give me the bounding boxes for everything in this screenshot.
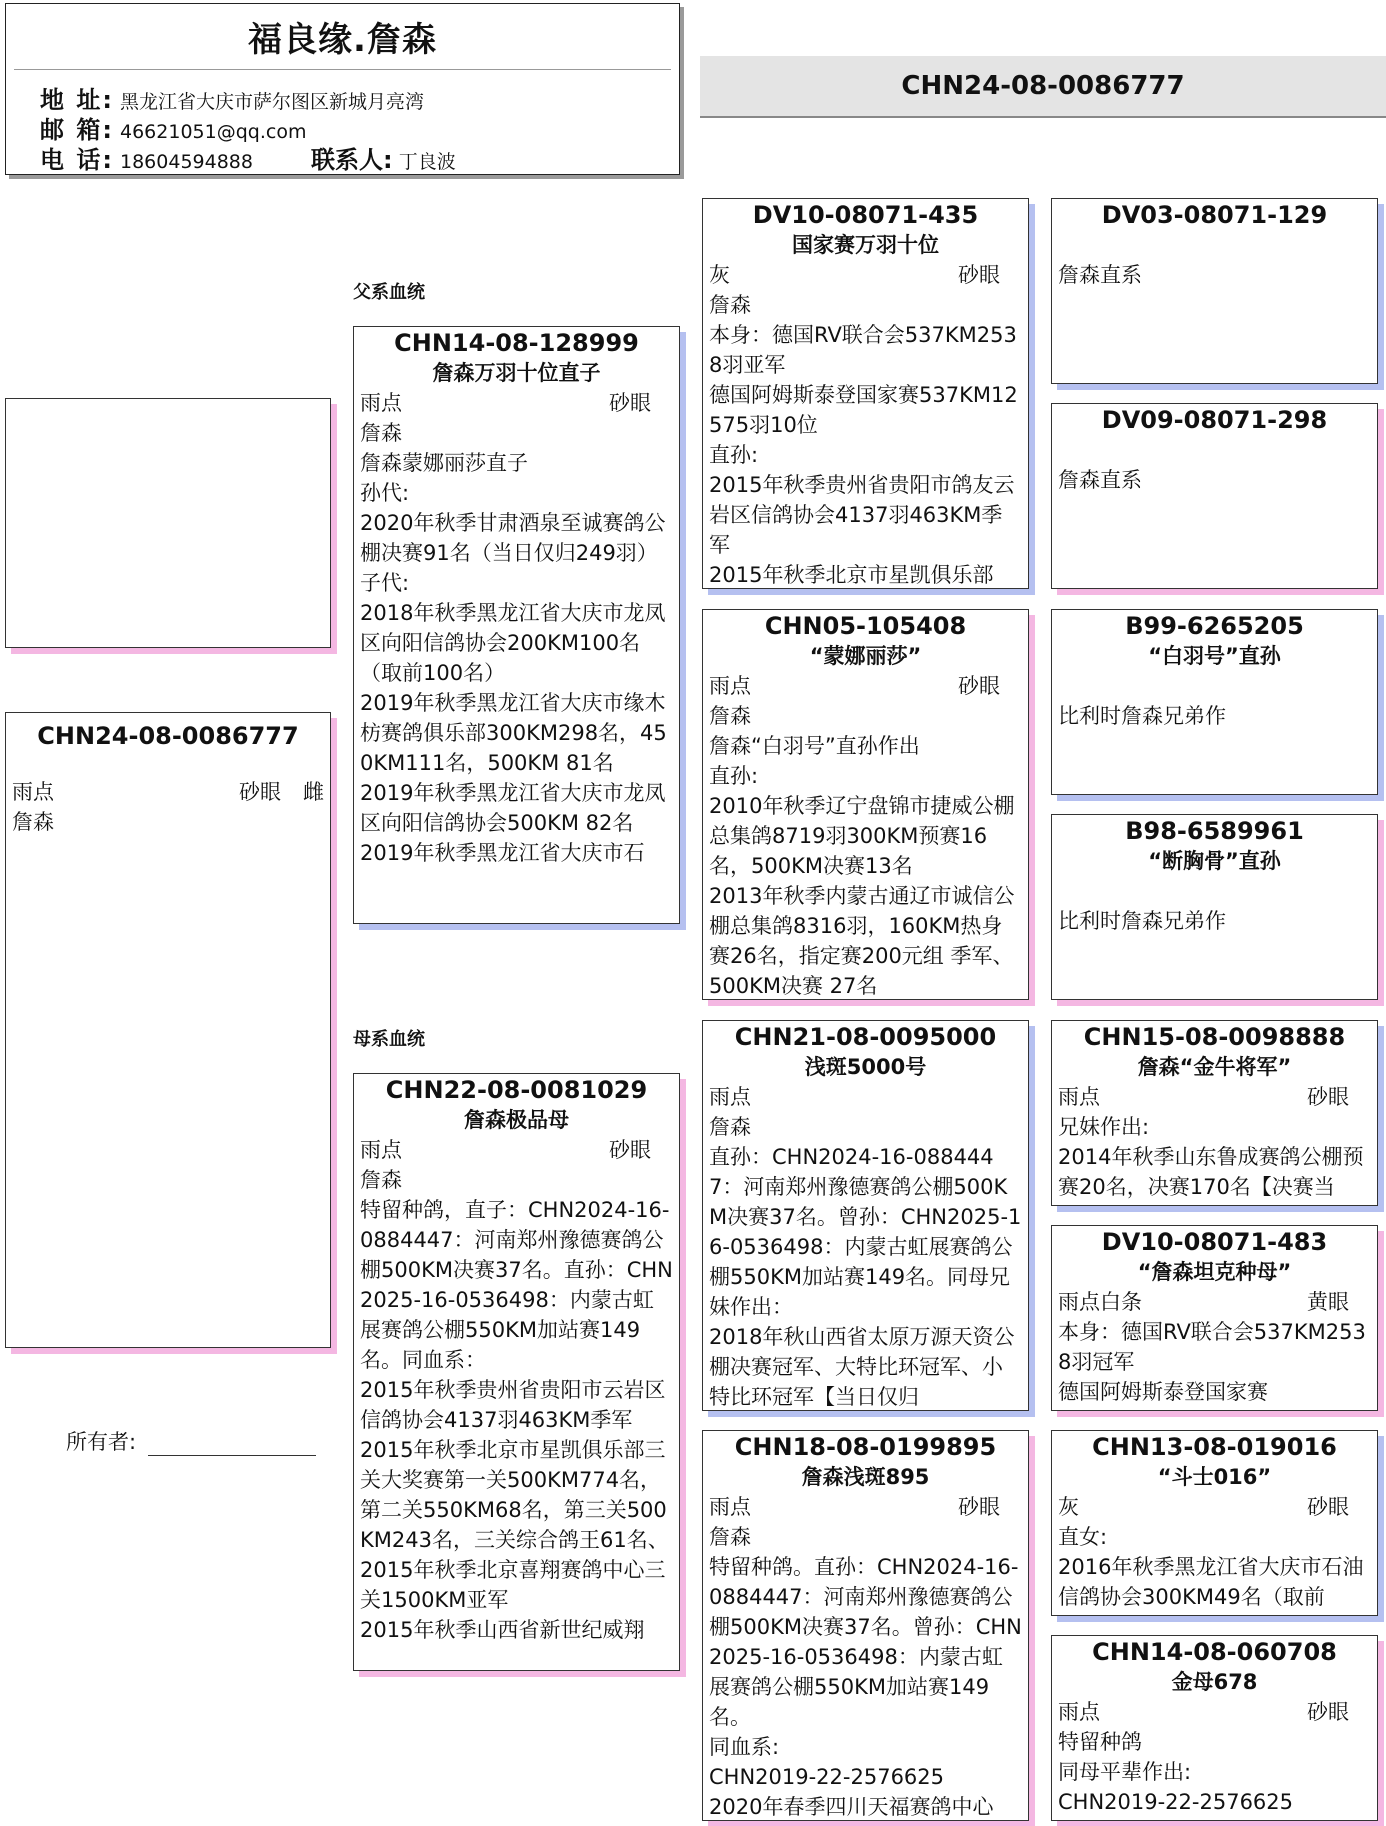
phone-line xyxy=(40,140,456,175)
dam-dam-color: 雨点 xyxy=(709,1495,751,1519)
owner-signature-line[interactable] xyxy=(148,1433,316,1456)
gg3-name: “白羽号”直孙 xyxy=(1148,644,1281,668)
sire-traits xyxy=(354,388,679,418)
subject-sex: 雌 xyxy=(303,780,324,804)
gg2-ring: DV09-08071-298 xyxy=(1101,406,1328,434)
sire-sire-ring: DV10-08071-435 xyxy=(752,201,979,229)
gg8-ring: CHN14-08-060708 xyxy=(1092,1638,1337,1666)
phone-label: 电 话: xyxy=(40,146,114,174)
great-grandparent-card-6 xyxy=(1051,1225,1378,1411)
dam-dam-ring: CHN18-08-0199895 xyxy=(734,1433,997,1461)
gg7-details: 直女: 2016年秋季黑龙江省大庆市石油信鸽协会300KM49名（取前 xyxy=(1058,1525,1364,1609)
great-grandparent-card-2 xyxy=(1051,403,1378,589)
address-label: 地 址: xyxy=(40,86,114,114)
dam-sire-name: 浅斑5000号 xyxy=(804,1055,927,1079)
dam-card xyxy=(353,1073,680,1671)
gg6-name: “詹森坦克种母” xyxy=(1137,1260,1292,1284)
email-label: 邮 箱: xyxy=(40,116,114,144)
subject-ring-header: CHN24-08-0086777 xyxy=(700,56,1386,118)
great-grandparent-card-7 xyxy=(1051,1430,1378,1616)
pigeon-photo-placeholder xyxy=(5,398,331,648)
dam-dam-eye: 砂眼 xyxy=(958,1495,1000,1519)
owner-label: 所有者: xyxy=(66,1430,137,1454)
gg8-traits xyxy=(1052,1697,1377,1727)
sire-ring: CHN14-08-128999 xyxy=(394,329,639,357)
gg5-name: 詹森“金牛将军” xyxy=(1137,1055,1292,1079)
sire-dam-eye: 砂眼 xyxy=(958,674,1000,698)
sire-card xyxy=(353,326,680,924)
subject-traits xyxy=(6,777,330,807)
subject-strain: 詹森 xyxy=(12,810,54,834)
sire-sire-details: 詹森 本身：德国RV联合会537KM2538羽亚军 德国阿姆斯泰登国家赛537KM12575羽10位 直孙: 2015年秋季贵州省贵阳市鸽友云岩区信鸽协会4137羽463KM季军 2015年秋季北京市星凯俱乐部 xyxy=(709,293,1018,587)
sire-dam-ring: CHN05-105408 xyxy=(764,612,967,640)
gg5-color: 雨点 xyxy=(1058,1085,1100,1109)
sire-sire-traits xyxy=(703,260,1028,290)
sire-dam-color: 雨点 xyxy=(709,674,751,698)
gg7-name: “斗士016” xyxy=(1157,1465,1272,1489)
gg8-eye: 砂眼 xyxy=(1307,1700,1349,1724)
sire-dam-traits xyxy=(703,671,1028,701)
sire-dam-name: “蒙娜丽莎” xyxy=(809,644,922,668)
subject-ring: CHN24-08-0086777 xyxy=(37,722,299,750)
gg5-traits xyxy=(1052,1082,1377,1112)
breeder-title: 福良缘.詹森 xyxy=(248,20,437,60)
contact-value: 丁良波 xyxy=(398,151,456,173)
gg7-eye: 砂眼 xyxy=(1307,1495,1349,1519)
gg8-details: 特留种鸽 同母平辈作出: CHN2019-22-2576625 xyxy=(1058,1730,1294,1814)
gg4-name: “断胸骨”直孙 xyxy=(1148,849,1281,873)
gg4-details: 比利时詹森兄弟作 xyxy=(1058,909,1226,933)
subject-card xyxy=(5,712,331,1348)
great-grandparent-card-5 xyxy=(1051,1020,1378,1206)
gg7-color: 灰 xyxy=(1058,1495,1079,1519)
gg3-details: 比利时詹森兄弟作 xyxy=(1058,704,1226,728)
dam-sire-card xyxy=(702,1020,1029,1411)
dam-sire-color: 雨点 xyxy=(709,1085,751,1109)
subject-color: 雨点 xyxy=(12,780,54,804)
sire-dam-card xyxy=(702,609,1029,1000)
sire-sire-name: 国家赛万羽十位 xyxy=(792,233,939,257)
gg8-color: 雨点 xyxy=(1058,1700,1100,1724)
dam-dam-card xyxy=(702,1430,1029,1821)
subject-eye: 砂眼 xyxy=(239,780,281,804)
sire-sire-eye: 砂眼 xyxy=(958,263,1000,287)
great-grandparent-card-1 xyxy=(1051,198,1378,384)
dam-dam-name: 詹森浅斑895 xyxy=(801,1465,930,1489)
great-grandparent-card-8 xyxy=(1051,1635,1378,1821)
sire-sire-color: 灰 xyxy=(709,263,730,287)
sire-sire-card xyxy=(702,198,1029,589)
contact-label: 联系人: xyxy=(311,146,393,174)
sire-line-label: 父系血统 xyxy=(353,282,425,303)
address-value: 黑龙江省大庆市萨尔图区新城月亮湾 xyxy=(120,91,425,113)
sire-eye: 砂眼 xyxy=(609,391,651,415)
gg2-details: 詹森直系 xyxy=(1058,468,1142,492)
sire-color: 雨点 xyxy=(360,391,402,415)
gg5-ring: CHN15-08-0098888 xyxy=(1083,1023,1346,1051)
sire-details: 詹森 詹森蒙娜丽莎直子 孙代: 2020年秋季甘肃酒泉至诚赛鸽公棚决赛91名（当日仅归249羽） 子代: 2018年秋季黑龙江省大庆市龙凤区向阳信鸽协会200KM100名（取前100名） 2019年秋季黑龙江省大庆市缘木枋赛鸽俱乐部300KM298名，450KM111名，500KM 81名 2019年秋季黑龙江省大庆市龙凤区向阳信鸽协会500KM 82名 2019年秋季黑龙江省大庆市石 xyxy=(360,421,667,865)
dam-traits xyxy=(354,1135,679,1165)
dam-eye: 砂眼 xyxy=(609,1138,651,1162)
gg4-ring: B98-6589961 xyxy=(1125,817,1304,845)
great-grandparent-card-3 xyxy=(1051,609,1378,795)
sire-name: 詹森万羽十位直子 xyxy=(432,361,601,385)
dam-name: 詹森极品母 xyxy=(464,1108,569,1132)
gg6-details: 本身：德国RV联合会537KM2538羽冠军 德国阿姆斯泰登国家赛 xyxy=(1058,1320,1366,1404)
dam-sire-details: 詹森 直孙：CHN2024-16-0884447：河南郑州豫德赛鸽公棚500KM决赛37名。曾孙：CHN2025-16-0536498：内蒙古虹展赛鸽公棚550KM加站赛149名。同母兄妹作出： 2018年秋山西省太原万源天资公棚决赛冠军、大特比环冠军、小特比环冠军【当日仅归 xyxy=(709,1115,1022,1409)
gg8-name: 金母678 xyxy=(1171,1670,1258,1694)
gg6-traits xyxy=(1052,1287,1377,1317)
gg7-traits xyxy=(1052,1492,1377,1522)
gg3-ring: B99-6265205 xyxy=(1125,612,1304,640)
dam-details: 詹森 特留种鸽，直子：CHN2024-16-0884447：河南郑州豫德赛鸽公棚500KM决赛37名。直孙：CHN2025-16-0536498：内蒙古虹展赛鸽公棚550KM加站赛149名。同血系： 2015年秋季贵州省贵阳市云岩区信鸽协会4137羽463KM季军 2015年秋季北京市星凯俱乐部三关大奖赛第一关500KM774名，第二关550KM68名，第三关500KM243名，三关综合鸽王61名、 2015年秋季北京喜翔赛鸽中心三关1500KM亚军 2015年秋季山西省新世纪威翔 xyxy=(360,1168,673,1642)
dam-sire-traits xyxy=(703,1082,1028,1112)
sire-dam-details: 詹森 詹森“白羽号”直孙作出 直孙: 2010年秋季辽宁盘锦市捷威公棚总集鸽8719羽300KM预赛16名，500KM决赛13名 2013年秋季内蒙古通辽市诚信公棚总集鸽8316羽，160KM热身赛26名，指定赛200元组 季军、500KM决赛 27名 xyxy=(709,704,1015,998)
owner-field xyxy=(66,1426,316,1456)
gg7-ring: CHN13-08-019016 xyxy=(1092,1433,1337,1461)
dam-sire-ring: CHN21-08-0095000 xyxy=(734,1023,997,1051)
dam-dam-traits xyxy=(703,1492,1028,1522)
gg1-details: 詹森直系 xyxy=(1058,263,1142,287)
dam-dam-details: 詹森 特留种鸽。直孙：CHN2024-16-0884447：河南郑州豫德赛鸽公棚500KM决赛37名。曾孙：CHN2025-16-0536498：内蒙古虹展赛鸽公棚550KM加站赛149名。 同血系: CHN2019-22-2576625 2020年春季四川天福赛鸽中心 xyxy=(709,1525,1022,1819)
gg6-eye: 黄眼 xyxy=(1307,1290,1349,1314)
great-grandparent-card-4 xyxy=(1051,814,1378,1000)
phone-value: 18604594888 xyxy=(120,151,253,173)
gg5-details: 兄妹作出: 2014年秋季山东鲁成赛鸽公棚预赛20名，决赛170名【决赛当 xyxy=(1058,1115,1364,1199)
dam-line-label: 母系血统 xyxy=(353,1029,425,1050)
gg6-color: 雨点白条 xyxy=(1058,1290,1142,1314)
gg1-ring: DV03-08071-129 xyxy=(1101,201,1328,229)
email-value: 46621051@qq.com xyxy=(120,121,307,143)
dam-ring: CHN22-08-0081029 xyxy=(385,1076,648,1104)
header-divider xyxy=(14,69,671,70)
gg6-ring: DV10-08071-483 xyxy=(1101,1228,1328,1256)
breeder-header xyxy=(5,3,680,175)
gg5-eye: 砂眼 xyxy=(1307,1085,1349,1109)
dam-color: 雨点 xyxy=(360,1138,402,1162)
